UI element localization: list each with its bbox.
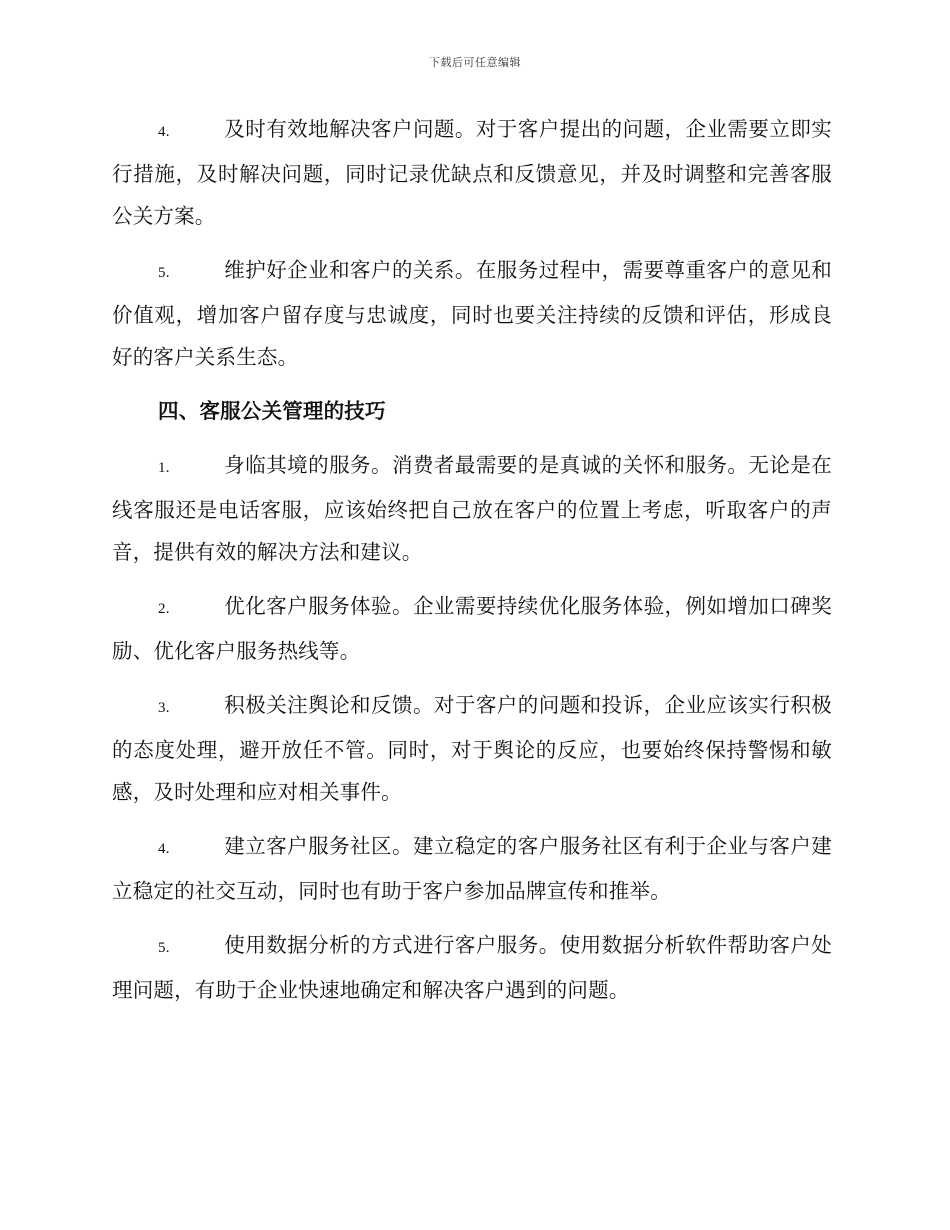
- list-item-text: 使用数据分析的方式进行客户服务。使用数据分析软件帮助客户处理问题，有助于企业快速地确定和解决客户遇到的问题。: [112, 933, 832, 1002]
- list-item-text: 及时有效地解决客户问题。对于客户提出的问题，企业需要立即实行措施，及时解决问题，同时记录优缺点和反馈意见，并及时调整和完善客服公关方案。: [112, 117, 832, 228]
- list-item-number: 4.: [158, 124, 170, 140]
- list-item: [112, 249, 832, 378]
- list-item-number: 5.: [158, 940, 170, 956]
- list-item-text: 身临其境的服务。消费者最需要的是真诚的关怀和服务。无论是在线客服还是电话客服，应该始终把自己放在客户的位置上考虑，听取客户的声音，提供有效的解决方法和建议。: [112, 453, 832, 564]
- list-item-text: 建立客户服务社区。建立稳定的客户服务社区有利于企业与客户建立稳定的社交互动，同时也有助于客户参加品牌宣传和推举。: [112, 834, 832, 903]
- list-item-text: 优化客户服务体验。企业需要持续优化服务体验，例如增加口碑奖励、优化客户服务热线等。: [112, 594, 832, 663]
- list-item-number: 4.: [158, 841, 170, 857]
- list-item: [112, 444, 832, 573]
- list-item: [112, 108, 832, 237]
- list-item: [112, 684, 832, 813]
- list-item-number: 2.: [158, 601, 170, 617]
- list-item-number: 3.: [158, 700, 170, 716]
- page-header: 下载后可任意编辑: [429, 56, 521, 69]
- document-body: [112, 108, 832, 1023]
- list-item-text: 积极关注舆论和反馈。对于客户的问题和投诉，企业应该实行积极的态度处理，避开放任不管。同时，对于舆论的反应，也要始终保持警惕和敏感，及时处理和应对相关事件。: [112, 693, 832, 804]
- list-item-number: 5.: [158, 265, 170, 281]
- list-item-number: 1.: [158, 460, 170, 476]
- list-item: [112, 825, 832, 912]
- list-item: [112, 924, 832, 1011]
- list-item: [112, 585, 832, 672]
- list-item-text: 维护好企业和客户的关系。在服务过程中，需要尊重客户的意见和价值观，增加客户留存度与忠诚度，同时也要关注持续的反馈和评估，形成良好的客户关系生态。: [112, 258, 832, 369]
- section-heading: 四、客服公关管理的技巧: [158, 399, 386, 423]
